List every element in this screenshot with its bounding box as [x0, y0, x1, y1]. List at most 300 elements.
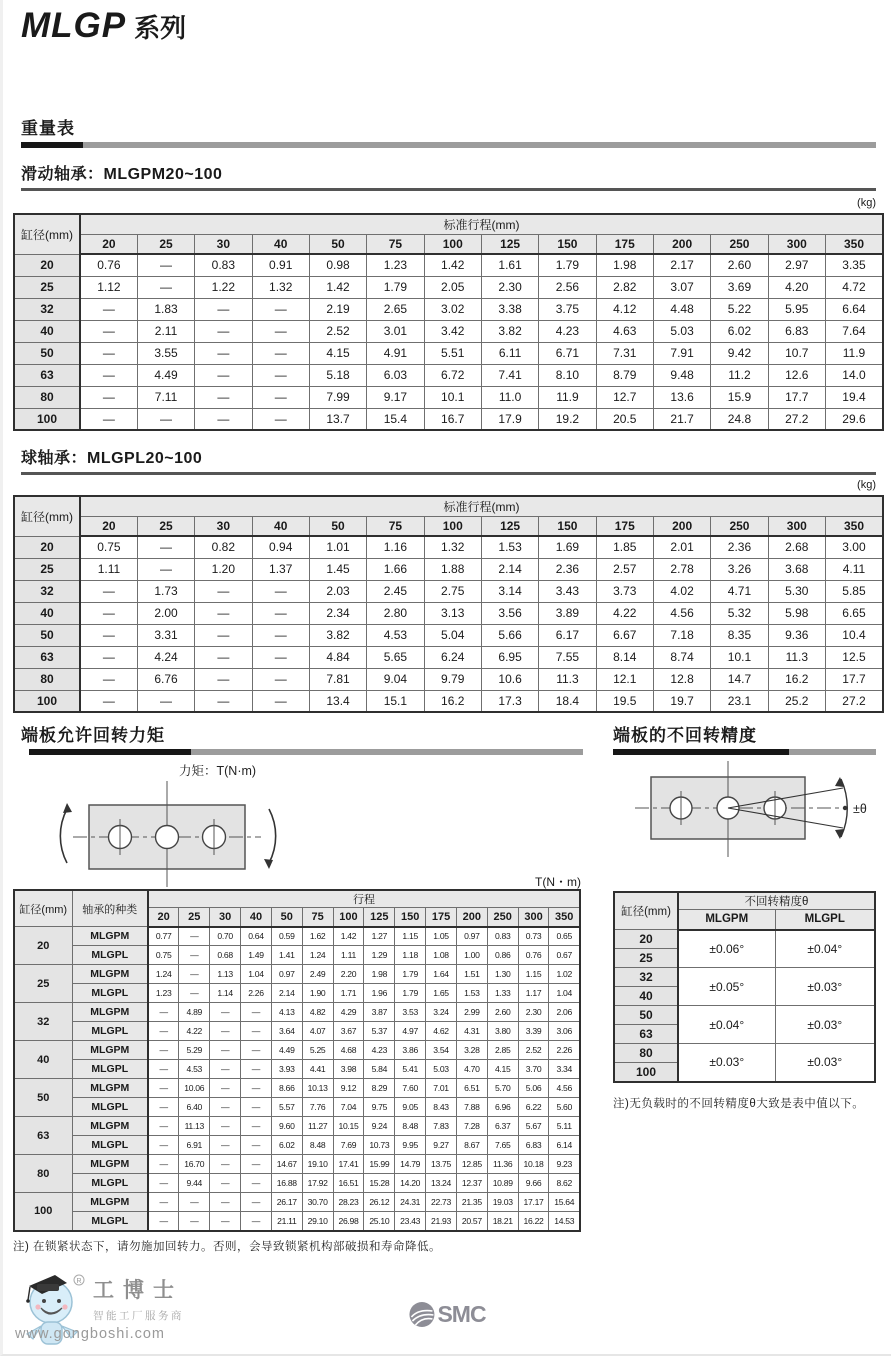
weight-value-cell: 1.20 [195, 558, 252, 580]
accuracy-table [613, 891, 876, 1083]
torque-table-row [14, 1022, 580, 1041]
weight-value-cell: 1.73 [137, 580, 194, 602]
torque-value-cell: 1.23 [148, 984, 179, 1003]
weight-value-cell: 11.0 [481, 386, 538, 408]
bore-cell: 20 [14, 927, 72, 965]
torque-value-cell: 0.59 [271, 927, 302, 946]
torque-value-cell: — [210, 1212, 241, 1231]
torque-value-cell: 1.13 [210, 965, 241, 984]
torque-unit-label: T(N・m) [535, 875, 581, 889]
stroke-column-header: 40 [252, 516, 309, 536]
torque-value-cell: — [241, 1041, 272, 1060]
torque-value-cell: — [179, 984, 210, 1003]
weight-value-cell: 6.76 [137, 668, 194, 690]
weight-value-cell: 2.00 [137, 602, 194, 624]
torque-value-cell: 1.00 [456, 946, 487, 965]
torque-value-cell: 4.97 [395, 1022, 426, 1041]
weight-value-cell: 3.00 [825, 536, 883, 558]
series-brand: MLGP [21, 6, 127, 45]
weight-value-cell: — [80, 298, 137, 320]
page-title [21, 6, 186, 46]
weight-value-cell: 6.11 [481, 342, 538, 364]
torque-table-row [14, 1041, 580, 1060]
weight-value-cell: 4.15 [309, 342, 366, 364]
weight-value-cell: 3.89 [539, 602, 596, 624]
weight-value-cell: 5.32 [711, 602, 768, 624]
bore-cell: 40 [14, 320, 80, 342]
torque-value-cell: — [148, 1041, 179, 1060]
torque-value-cell: 30.70 [302, 1193, 333, 1212]
torque-value-cell: 1.42 [333, 927, 364, 946]
torque-value-cell: 9.75 [364, 1098, 395, 1117]
weight-value-cell: 0.75 [80, 536, 137, 558]
accuracy-table-row [614, 1006, 875, 1025]
weight-value-cell: 6.02 [711, 320, 768, 342]
stroke-column-header: 75 [302, 908, 333, 927]
stroke-column-header: 250 [711, 516, 768, 536]
torque-value-cell: 3.24 [426, 1003, 457, 1022]
torque-value-cell: 26.17 [271, 1193, 302, 1212]
torque-table-row [14, 1060, 580, 1079]
bearing-type-cell: MLGPM [72, 965, 148, 984]
weight-value-cell: 23.1 [711, 690, 768, 712]
weight-value-cell: 4.91 [367, 342, 424, 364]
weight-value-cell: 24.8 [711, 408, 768, 430]
stroke-column-header: 350 [825, 516, 883, 536]
weight-value-cell: 6.95 [481, 646, 538, 668]
svg-text:R: R [76, 1278, 82, 1285]
bore-cell: 50 [14, 624, 80, 646]
torque-value-cell: 9.95 [395, 1136, 426, 1155]
torque-value-cell: 3.39 [518, 1022, 549, 1041]
weight-value-cell: 2.30 [481, 276, 538, 298]
stroke-column-header: 20 [80, 234, 137, 254]
weight-value-cell: 19.7 [653, 690, 710, 712]
mlgpm-column-header: MLGPM [678, 910, 775, 930]
torque-value-cell: 15.99 [364, 1155, 395, 1174]
weight-value-cell: — [137, 558, 194, 580]
weight-value-cell: — [80, 690, 137, 712]
stroke-column-header: 40 [241, 908, 272, 927]
weight-value-cell: 1.37 [252, 558, 309, 580]
torque-value-cell: — [210, 1193, 241, 1212]
weight-value-cell: — [252, 298, 309, 320]
torque-table-row [14, 1117, 580, 1136]
bore-cell: 25 [14, 276, 80, 298]
stroke-column-header: 250 [711, 234, 768, 254]
torque-value-cell: 2.26 [549, 1041, 580, 1060]
weight-value-cell: 0.83 [195, 254, 252, 276]
torque-value-cell: 1.65 [426, 984, 457, 1003]
torque-value-cell: 7.65 [487, 1136, 518, 1155]
torque-value-cell: 1.14 [210, 984, 241, 1003]
torque-value-cell: 25.10 [364, 1212, 395, 1231]
sliding-bearing-heading: 滑动轴承：MLGPM20~100 [21, 161, 876, 191]
torque-value-cell: 29.10 [302, 1212, 333, 1231]
weight-value-cell: 2.97 [768, 254, 825, 276]
bore-cell: 40 [14, 602, 80, 624]
weight-value-cell: 4.72 [825, 276, 883, 298]
torque-value-cell: 6.40 [179, 1098, 210, 1117]
weight-value-cell: 14.0 [825, 364, 883, 386]
weight-value-cell: 6.17 [539, 624, 596, 646]
weight-value-cell: — [252, 408, 309, 430]
torque-value-cell: 9.05 [395, 1098, 426, 1117]
weight-value-cell: 19.5 [596, 690, 653, 712]
stroke-column-header: 200 [653, 234, 710, 254]
series-suffix: 系列 [134, 13, 187, 43]
weight-value-cell: 5.98 [768, 602, 825, 624]
weight-value-cell: 3.31 [137, 624, 194, 646]
weight-value-cell: 3.14 [481, 580, 538, 602]
weight-value-cell: 4.20 [768, 276, 825, 298]
torque-value-cell: 0.67 [549, 946, 580, 965]
weight-value-cell: 17.9 [481, 408, 538, 430]
torque-table-row [14, 965, 580, 984]
weight-value-cell: 4.56 [653, 602, 710, 624]
weight-value-cell: 5.18 [309, 364, 366, 386]
torque-value-cell: 5.60 [549, 1098, 580, 1117]
weight-value-cell: 25.2 [768, 690, 825, 712]
weight-value-cell: 3.82 [481, 320, 538, 342]
weight-table-row [14, 342, 883, 364]
gongboshi-text [93, 1274, 184, 1323]
bearing-type-cell: MLGPM [72, 1003, 148, 1022]
weight-value-cell: 0.98 [309, 254, 366, 276]
torque-value-cell: 9.24 [364, 1117, 395, 1136]
torque-table-row [14, 1003, 580, 1022]
torque-value-cell: 10.13 [302, 1079, 333, 1098]
torque-value-cell: 5.70 [487, 1079, 518, 1098]
torque-value-cell: 12.37 [456, 1174, 487, 1193]
stroke-values-row [14, 516, 883, 536]
bore-cell: 32 [14, 1003, 72, 1041]
mlgpl-column-header: MLGPL [775, 910, 875, 930]
weight-value-cell: — [137, 536, 194, 558]
bore-cell: 32 [14, 580, 80, 602]
torque-value-cell: 1.71 [333, 984, 364, 1003]
bore-cell: 80 [614, 1044, 678, 1063]
torque-value-cell: — [210, 1117, 241, 1136]
weight-value-cell: 17.7 [768, 386, 825, 408]
weight-value-cell: 1.45 [309, 558, 366, 580]
torque-value-cell: 4.56 [549, 1079, 580, 1098]
torque-value-cell: 6.14 [549, 1136, 580, 1155]
torque-value-cell: 7.01 [426, 1079, 457, 1098]
torque-value-cell: — [210, 1003, 241, 1022]
torque-value-cell: 11.13 [179, 1117, 210, 1136]
weight-value-cell: 10.7 [768, 342, 825, 364]
torque-value-cell: 8.62 [549, 1174, 580, 1193]
torque-value-cell: 24.31 [395, 1193, 426, 1212]
torque-value-cell: 28.23 [333, 1193, 364, 1212]
weight-value-cell: 1.85 [596, 536, 653, 558]
weight-value-cell: 1.12 [80, 276, 137, 298]
bore-cell: 50 [614, 1006, 678, 1025]
torque-value-cell: 10.15 [333, 1117, 364, 1136]
bore-cell: 63 [14, 646, 80, 668]
torque-value-cell: 4.31 [456, 1022, 487, 1041]
torque-value-cell: 7.28 [456, 1117, 487, 1136]
weight-value-cell: 2.34 [309, 602, 366, 624]
weight-value-cell: 10.1 [424, 386, 481, 408]
weight-table-row [14, 580, 883, 602]
torque-value-cell: 2.49 [302, 965, 333, 984]
weight-value-cell: 1.79 [367, 276, 424, 298]
stroke-header-row [14, 214, 883, 234]
weight-value-cell: 2.03 [309, 580, 366, 602]
accuracy-table-row [614, 968, 875, 987]
torque-value-cell: 3.53 [395, 1003, 426, 1022]
weight-value-cell: 5.66 [481, 624, 538, 646]
torque-value-cell: — [210, 1174, 241, 1193]
torque-value-cell: 1.98 [364, 965, 395, 984]
weight-value-cell: 17.3 [481, 690, 538, 712]
torque-value-cell: 6.22 [518, 1098, 549, 1117]
accuracy-section [613, 721, 876, 1281]
torque-section-heading [13, 721, 583, 755]
torque-value-cell: 11.36 [487, 1155, 518, 1174]
torque-value-cell: 7.60 [395, 1079, 426, 1098]
stroke-header-row [14, 496, 883, 516]
torque-value-cell: 4.13 [271, 1003, 302, 1022]
weight-value-cell: — [252, 602, 309, 624]
weight-value-cell: 1.61 [481, 254, 538, 276]
torque-value-cell: 6.02 [271, 1136, 302, 1155]
stroke-column-header: 300 [518, 908, 549, 927]
torque-value-cell: 4.07 [302, 1022, 333, 1041]
weight-value-cell: 1.69 [539, 536, 596, 558]
bore-cell: 50 [14, 342, 80, 364]
torque-value-cell: 4.82 [302, 1003, 333, 1022]
stroke-column-header: 50 [309, 516, 366, 536]
weight-value-cell: — [80, 386, 137, 408]
torque-value-cell: — [210, 1155, 241, 1174]
weight-value-cell: 17.7 [825, 668, 883, 690]
accuracy-note: 注)无负载时的不回转精度θ大致是表中值以下。 [613, 1098, 865, 1110]
bore-cell: 32 [14, 298, 80, 320]
stroke-column-header: 25 [137, 234, 194, 254]
stroke-column-header: 150 [395, 908, 426, 927]
weight-value-cell: 5.04 [424, 624, 481, 646]
weight-table-row [14, 646, 883, 668]
weight-value-cell: 9.17 [367, 386, 424, 408]
weight-value-cell: 6.67 [596, 624, 653, 646]
weight-value-cell: 3.38 [481, 298, 538, 320]
weight-value-cell: 16.2 [768, 668, 825, 690]
weight-value-cell: 1.01 [309, 536, 366, 558]
mlgpm-accuracy-cell: ±0.04° [678, 1006, 775, 1044]
bore-cell: 20 [14, 536, 80, 558]
weight-value-cell: 2.65 [367, 298, 424, 320]
torque-value-cell: 5.03 [426, 1060, 457, 1079]
torque-table-row [14, 1174, 580, 1193]
weight-value-cell: 2.56 [539, 276, 596, 298]
weight-value-cell: 0.94 [252, 536, 309, 558]
bore-cell: 32 [614, 968, 678, 987]
bore-cell: 20 [14, 254, 80, 276]
torque-value-cell: — [210, 1136, 241, 1155]
weight-value-cell: 2.19 [309, 298, 366, 320]
torque-value-cell: 2.20 [333, 965, 364, 984]
weight-value-cell: 2.36 [539, 558, 596, 580]
bearing-type-cell: MLGPL [72, 1098, 148, 1117]
torque-value-cell: — [210, 1022, 241, 1041]
torque-value-cell: 21.35 [456, 1193, 487, 1212]
weight-value-cell: 4.49 [137, 364, 194, 386]
bore-cell: 40 [614, 987, 678, 1006]
torque-table [13, 889, 581, 1232]
torque-table-row [14, 1136, 580, 1155]
stroke-column-header: 300 [768, 234, 825, 254]
torque-value-cell: 3.80 [487, 1022, 518, 1041]
weight-table-row [14, 364, 883, 386]
weight-value-cell: 7.64 [825, 320, 883, 342]
weight-value-cell: — [195, 342, 252, 364]
weight-value-cell: — [195, 408, 252, 430]
torque-value-cell: 10.06 [179, 1079, 210, 1098]
torque-value-cell: 1.15 [395, 927, 426, 946]
torque-value-cell: 18.21 [487, 1212, 518, 1231]
torque-value-cell: — [148, 1079, 179, 1098]
weight-table-row [14, 408, 883, 430]
weight-value-cell: 6.83 [768, 320, 825, 342]
weight-value-cell: — [80, 668, 137, 690]
stroke-column-header: 25 [137, 516, 194, 536]
mlgpl-weight-table [13, 495, 884, 713]
weight-value-cell: 4.12 [596, 298, 653, 320]
bore-cell: 100 [14, 408, 80, 430]
weight-value-cell: 9.79 [424, 668, 481, 690]
torque-value-cell: 21.93 [426, 1212, 457, 1231]
bore-column-header: 缸径(mm) [614, 892, 678, 930]
stroke-column-header: 150 [539, 234, 596, 254]
bearing-type-cell: MLGPL [72, 1212, 148, 1231]
stroke-span-header: 行程 [148, 890, 580, 908]
stroke-column-header: 150 [539, 516, 596, 536]
weight-value-cell: 5.85 [825, 580, 883, 602]
weight-table-row [14, 536, 883, 558]
stroke-column-header: 200 [456, 908, 487, 927]
torque-value-cell: 1.30 [487, 965, 518, 984]
stroke-column-header: 125 [364, 908, 395, 927]
weight-value-cell: 2.36 [711, 536, 768, 558]
accuracy-diagram [613, 757, 876, 879]
stroke-column-header: 100 [333, 908, 364, 927]
bore-cell: 50 [14, 1079, 72, 1117]
torque-value-cell: 1.51 [456, 965, 487, 984]
weight-value-cell: — [137, 408, 194, 430]
smc-logo-icon [408, 1301, 435, 1328]
weight-value-cell: 8.79 [596, 364, 653, 386]
weight-value-cell: 5.65 [367, 646, 424, 668]
stroke-column-header: 125 [481, 516, 538, 536]
weight-value-cell: — [80, 342, 137, 364]
weight-value-cell: 21.7 [653, 408, 710, 430]
torque-value-cell: 4.29 [333, 1003, 364, 1022]
weight-value-cell: 15.4 [367, 408, 424, 430]
stroke-column-header: 75 [367, 516, 424, 536]
weight-value-cell: 2.11 [137, 320, 194, 342]
torque-value-cell: 5.67 [518, 1117, 549, 1136]
weight-value-cell: 1.83 [137, 298, 194, 320]
weight-value-cell: — [252, 342, 309, 364]
weight-value-cell: 9.48 [653, 364, 710, 386]
torque-value-cell: 1.29 [364, 946, 395, 965]
weight-value-cell: — [195, 580, 252, 602]
weight-value-cell: 7.31 [596, 342, 653, 364]
torque-section [13, 721, 583, 1341]
weight-value-cell: 2.14 [481, 558, 538, 580]
weight-value-cell: 7.55 [539, 646, 596, 668]
torque-note: 注) 在锁紧状态下，请勿施加回转力。否则，会导致锁紧机构部破损和寿命降低。 [13, 1241, 442, 1253]
accuracy-diagram-label: ±θ [853, 802, 867, 816]
weight-value-cell: — [80, 624, 137, 646]
torque-value-cell: — [148, 1098, 179, 1117]
weight-value-cell: 4.23 [539, 320, 596, 342]
weight-value-cell: 12.7 [596, 386, 653, 408]
stroke-span-header: 标准行程(mm) [80, 496, 883, 516]
bore-cell: 63 [614, 1025, 678, 1044]
bore-cell: 25 [14, 558, 80, 580]
weight-value-cell: 2.45 [367, 580, 424, 602]
unit-kg-label-2: (kg) [857, 479, 876, 491]
weight-value-cell: 3.42 [424, 320, 481, 342]
torque-value-cell: — [148, 1155, 179, 1174]
torque-value-cell: — [241, 1193, 272, 1212]
torque-value-cell: 9.44 [179, 1174, 210, 1193]
weight-value-cell: 7.91 [653, 342, 710, 364]
weight-value-cell: 12.5 [825, 646, 883, 668]
torque-value-cell: 15.28 [364, 1174, 395, 1193]
torque-value-cell: 0.68 [210, 946, 241, 965]
weight-value-cell: 7.81 [309, 668, 366, 690]
weight-value-cell: — [137, 276, 194, 298]
weight-value-cell: 5.22 [711, 298, 768, 320]
torque-table-row [14, 1098, 580, 1117]
torque-value-cell: 5.37 [364, 1022, 395, 1041]
bearing-type-header: 轴承的种类 [72, 890, 148, 927]
torque-value-cell: 2.30 [518, 1003, 549, 1022]
bore-column-header: 缸径(mm) [14, 214, 80, 254]
weight-value-cell: — [252, 580, 309, 602]
weight-value-cell: — [252, 386, 309, 408]
bore-cell: 80 [14, 1155, 72, 1193]
weight-value-cell: 12.6 [768, 364, 825, 386]
weight-value-cell: — [195, 690, 252, 712]
weight-value-cell: 1.79 [539, 254, 596, 276]
weight-value-cell: 13.4 [309, 690, 366, 712]
weight-value-cell: 3.35 [825, 254, 883, 276]
torque-value-cell: 1.04 [549, 984, 580, 1003]
accuracy-table-row [614, 930, 875, 949]
torque-value-cell: — [241, 1003, 272, 1022]
mlgpm-accuracy-cell: ±0.06° [678, 930, 775, 968]
weight-value-cell: — [195, 364, 252, 386]
torque-value-cell: 0.83 [487, 927, 518, 946]
stroke-column-header: 25 [179, 908, 210, 927]
bearing-type-cell: MLGPL [72, 1136, 148, 1155]
weight-value-cell: 3.75 [539, 298, 596, 320]
weight-value-cell: 4.63 [596, 320, 653, 342]
torque-value-cell: 8.66 [271, 1079, 302, 1098]
torque-value-cell: 1.18 [395, 946, 426, 965]
weight-value-cell: 8.14 [596, 646, 653, 668]
weight-value-cell: — [195, 646, 252, 668]
weight-value-cell: 6.72 [424, 364, 481, 386]
weight-value-cell: — [80, 320, 137, 342]
torque-value-cell: 26.98 [333, 1212, 364, 1231]
